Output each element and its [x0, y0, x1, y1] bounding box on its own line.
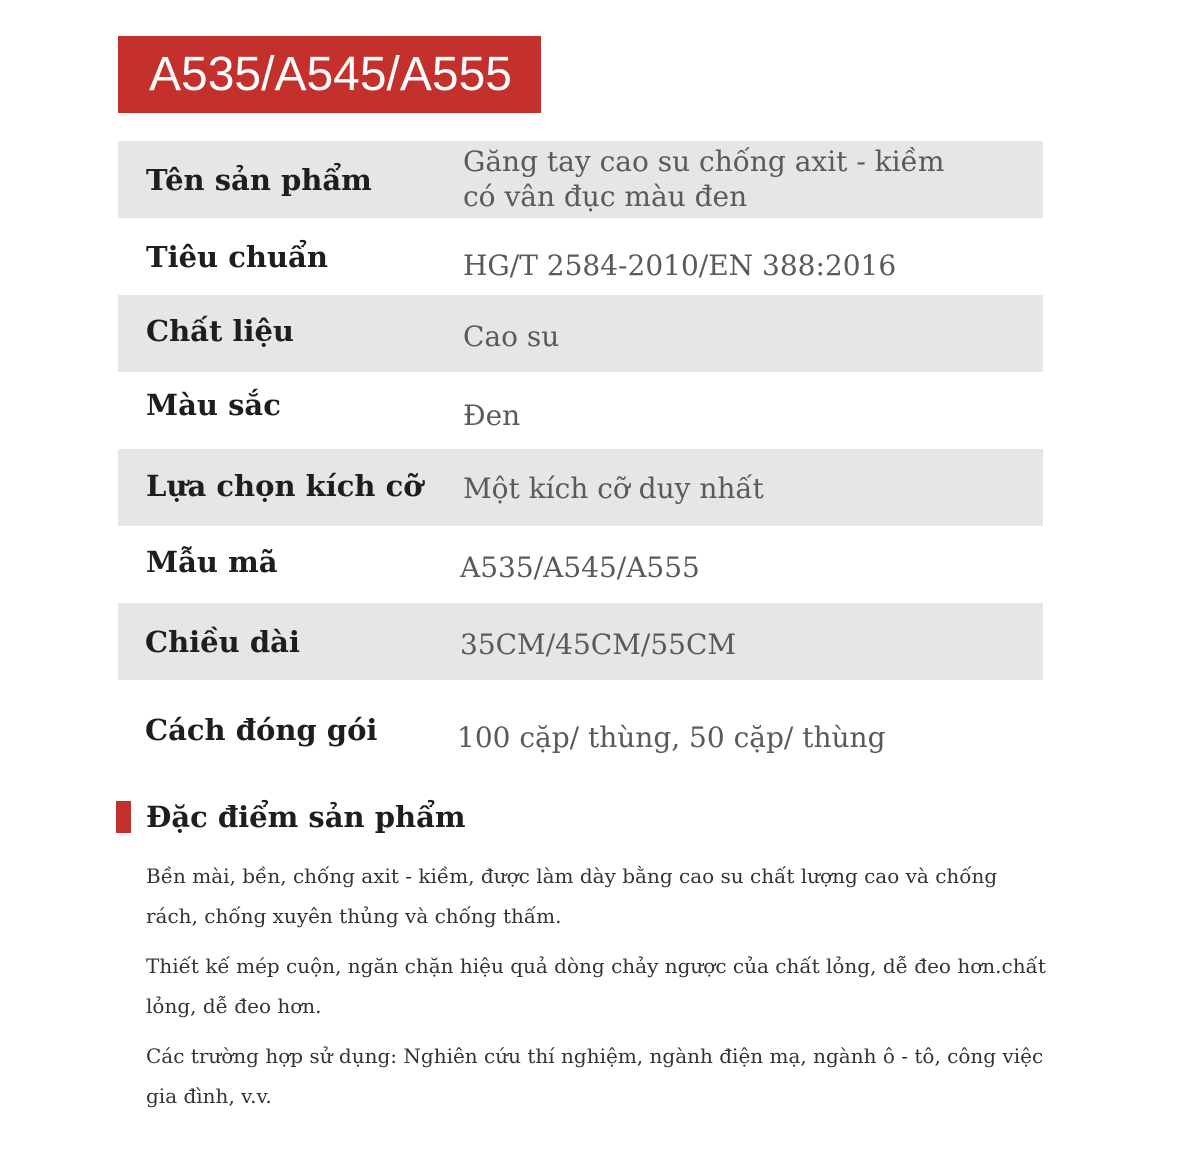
spec-row-product-name	[118, 141, 1043, 218]
features-heading	[116, 800, 1046, 834]
spec-label: Màu sắc	[146, 388, 281, 422]
feature-item: Bền mài, bền, chống axit - kiềm, được làm dày bằng cao su chất lượng cao và chống rách, chống xuyên thủng và chống thấm.	[146, 864, 998, 928]
spec-value: 100 cặp/ thùng, 50 cặp/ thùng	[457, 721, 886, 754]
spec-label: Tên sản phẩm	[146, 162, 372, 197]
feature-list	[116, 856, 1046, 1116]
feature-item: Các trường hợp sử dụng: Nghiên cứu thí nghiệm, ngành điện mạ, ngành ô - tô, công việc gia đình, v.v.	[146, 1044, 1044, 1108]
spec-row-model	[118, 526, 1043, 603]
spec-label: Chiều dài	[145, 625, 300, 659]
spec-label: Lựa chọn kích cỡ	[146, 469, 423, 503]
spec-label: Mẫu mã	[146, 545, 278, 579]
spec-value: A535/A545/A555	[460, 551, 700, 584]
heading-accent-bar	[116, 801, 131, 833]
features-heading-text: Đặc điểm sản phẩm	[146, 800, 466, 834]
feature-item: Thiết kế mép cuộn, ngăn chặn hiệu quả dòng chảy ngược của chất lỏng, dễ đeo hơn.chất lỏng, dễ đeo hơn.	[146, 954, 1046, 1018]
spec-label: Cách đóng gói	[145, 713, 378, 747]
spec-value: Đen	[463, 399, 521, 432]
spec-row-packaging	[118, 680, 1043, 790]
spec-value: Một kích cỡ duy nhất	[463, 472, 764, 505]
spec-value-line: Găng tay cao su chống axit - kiềm	[463, 145, 945, 178]
spec-row-color	[118, 372, 1043, 449]
spec-table	[118, 141, 1043, 790]
spec-row-length	[118, 603, 1043, 680]
spec-row-material	[118, 295, 1043, 372]
spec-value: 35CM/45CM/55CM	[460, 628, 737, 661]
features-section	[116, 800, 1046, 1126]
spec-value	[463, 144, 944, 214]
spec-row-size	[118, 449, 1043, 526]
spec-label: Tiêu chuẩn	[146, 240, 328, 274]
model-banner-text: A535/A545/A555	[149, 48, 512, 101]
model-banner	[118, 36, 541, 113]
spec-row-standard	[118, 218, 1043, 295]
spec-value: Cao su	[463, 320, 560, 353]
spec-value: HG/T 2584-2010/EN 388:2016	[463, 249, 897, 282]
spec-value-line: có vân đục màu đen	[463, 180, 748, 213]
spec-label: Chất liệu	[146, 314, 295, 348]
